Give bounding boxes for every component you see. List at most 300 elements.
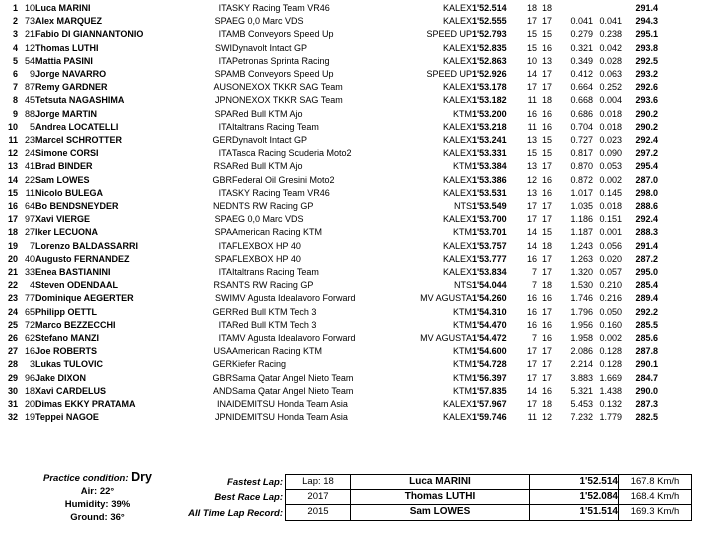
- rider-name-cell: Jorge NAVARRO: [35, 69, 107, 80]
- rider-name-cell: Stefano MANZI: [35, 333, 99, 344]
- gap-first-cell: 0.817: [570, 148, 593, 159]
- team-cell: NTS RW Racing GP: [232, 201, 314, 212]
- ground-temperature-value: 36°: [110, 512, 125, 523]
- rider-name-cell: Teppei NAGOE: [35, 412, 99, 423]
- rider-number-cell: 54: [24, 55, 35, 66]
- gap-previous-cell: 0.053: [599, 161, 622, 172]
- records-table-body: [286, 475, 692, 521]
- nationality-cell: GER: [212, 306, 232, 317]
- top-speed-cell: 295.1: [635, 29, 658, 40]
- top-speed-cell: 288.3: [635, 227, 658, 238]
- bike-cell: KALEX: [442, 16, 472, 27]
- position-cell: 28: [7, 359, 18, 370]
- rider-name-cell: Mattia PASINI: [35, 55, 93, 66]
- gap-previous-cell: 0.018: [599, 121, 622, 132]
- rider-number-cell: 73: [24, 16, 35, 27]
- nationality-cell: INA: [216, 399, 232, 410]
- team-cell: ONEXOX TKKR SAG Team: [232, 82, 343, 93]
- humidity-value: 39%: [111, 499, 131, 510]
- best-time-cell: 1'53.218: [472, 121, 507, 132]
- nationality-cell: SPA: [214, 16, 232, 27]
- best-lap-number-cell: 7: [531, 280, 537, 291]
- table-row: [0, 147, 658, 160]
- top-speed-cell: 290.1: [635, 359, 658, 370]
- record-ref-cell: 2017: [286, 490, 351, 505]
- total-laps-cell: 16: [541, 42, 552, 53]
- position-cell: 31: [7, 399, 18, 410]
- gap-previous-cell: 0.018: [599, 201, 622, 212]
- bike-cell: KALEX: [442, 82, 472, 93]
- best-lap-number-cell: 11: [527, 95, 537, 106]
- nationality-cell: ITA: [218, 3, 232, 13]
- gap-first-cell: 1.243: [570, 240, 593, 251]
- gap-first-cell: 0.870: [570, 161, 593, 172]
- gap-previous-cell: 1.779: [599, 412, 622, 423]
- nationality-cell: ITA: [218, 240, 232, 251]
- bike-cell: KALEX: [442, 42, 472, 53]
- table-row: [0, 55, 658, 68]
- team-cell: Sama Qatar Angel Nieto Team: [232, 385, 354, 396]
- team-cell: EG 0,0 Marc VDS: [232, 214, 304, 225]
- top-speed-cell: 292.5: [635, 55, 658, 66]
- top-speed-cell: 293.6: [635, 95, 658, 106]
- fastest-lap-label: Fastest Lap:: [227, 477, 283, 488]
- gap-first-cell: 0.704: [570, 121, 593, 132]
- position-cell: 5: [12, 55, 18, 66]
- team-cell: FLEXBOX HP 40: [232, 253, 301, 264]
- table-row: [0, 358, 658, 371]
- nationality-cell: RSA: [213, 280, 232, 291]
- best-time-cell: 1'53.531: [472, 187, 507, 198]
- record-rider-cell: Luca MARINI: [351, 475, 530, 490]
- top-speed-cell: 287.0: [635, 174, 658, 185]
- gap-first-cell: 0.727: [570, 135, 593, 146]
- best-time-cell: 1'53.777: [472, 253, 507, 264]
- bike-cell: KALEX: [442, 240, 472, 251]
- table-row: [0, 240, 658, 253]
- position-cell: 10: [7, 121, 18, 132]
- team-cell: Petronas Sprinta Racing: [232, 55, 330, 66]
- table-row: [0, 372, 658, 385]
- bike-cell: KTM: [453, 319, 472, 330]
- position-cell: 2: [12, 16, 18, 27]
- nationality-cell: SPA: [214, 227, 232, 238]
- gap-previous-cell: 0.151: [599, 214, 622, 225]
- table-row: [0, 266, 658, 279]
- table-row: [0, 411, 658, 424]
- gap-first-cell: 1.187: [570, 227, 593, 238]
- total-laps-cell: 15: [541, 148, 552, 159]
- bike-cell: KTM: [453, 359, 472, 370]
- gap-first-cell: 1.320: [570, 267, 593, 278]
- top-speed-cell: 297.2: [635, 148, 658, 159]
- top-speed-cell: 295.4: [635, 161, 658, 172]
- total-laps-cell: 18: [541, 3, 552, 13]
- position-cell: 15: [7, 187, 18, 198]
- top-speed-cell: 290.0: [635, 385, 658, 396]
- rider-number-cell: 16: [24, 346, 35, 357]
- gap-previous-cell: 0.090: [599, 148, 622, 159]
- bike-cell: MV AGUSTA: [420, 293, 472, 304]
- best-lap-number-cell: 15: [526, 42, 537, 53]
- top-speed-cell: 293.2: [635, 69, 658, 80]
- record-rider-cell: Thomas LUTHI: [351, 490, 530, 505]
- best-time-cell: 1'52.514: [472, 3, 507, 13]
- total-laps-cell: 17: [541, 161, 552, 172]
- results-table-body: [0, 2, 658, 425]
- nationality-cell: ITA: [218, 121, 232, 132]
- gap-previous-cell: 0.145: [599, 187, 622, 198]
- team-cell: SKY Racing Team VR46: [232, 187, 330, 198]
- total-laps-cell: 18: [541, 280, 552, 291]
- rider-number-cell: 62: [24, 333, 35, 344]
- table-row: [0, 213, 658, 226]
- bike-cell: KALEX: [442, 3, 472, 13]
- record-labels-column: [140, 475, 283, 521]
- position-cell: 30: [7, 385, 18, 396]
- team-cell: American Racing KTM: [232, 227, 323, 238]
- rider-name-cell: Jake DIXON: [35, 372, 87, 383]
- position-cell: 6: [12, 69, 18, 80]
- nationality-cell: SPA: [214, 253, 232, 264]
- rider-name-cell: Luca MARINI: [35, 3, 91, 13]
- top-speed-cell: 293.8: [635, 42, 658, 53]
- record-speed-cell: 169.3 Km/h: [619, 505, 692, 520]
- best-lap-number-cell: 17: [526, 82, 537, 93]
- team-cell: Red Bull KTM Tech 3: [232, 306, 317, 317]
- gap-previous-cell: 0.128: [599, 346, 622, 357]
- bike-cell: KTM: [453, 372, 472, 383]
- best-time-cell: 1'53.182: [472, 95, 507, 106]
- gap-previous-cell: 0.210: [599, 280, 622, 291]
- best-lap-number-cell: 14: [526, 385, 537, 396]
- bike-cell: KALEX: [442, 121, 472, 132]
- total-laps-cell: 15: [541, 135, 552, 146]
- rider-number-cell: 72: [24, 319, 35, 330]
- bike-cell: SPEED UP: [426, 69, 472, 80]
- nationality-cell: NED: [212, 201, 232, 212]
- top-speed-cell: 285.6: [635, 333, 658, 344]
- gap-first-cell: [552, 2, 593, 15]
- team-cell: Dynavolt Intact GP: [232, 42, 308, 53]
- gap-previous-cell: 0.042: [599, 42, 622, 53]
- nationality-cell: ITA: [218, 148, 232, 159]
- gap-first-cell: 0.412: [570, 69, 593, 80]
- gap-previous-cell: 0.004: [599, 95, 622, 106]
- rider-number-cell: 65: [24, 306, 35, 317]
- top-speed-cell: 289.4: [635, 293, 658, 304]
- rider-name-cell: Alex MARQUEZ: [35, 16, 103, 27]
- record-ref-cell: 2015: [286, 505, 351, 520]
- bike-cell: MV AGUSTA: [420, 333, 472, 344]
- best-race-lap-row: [286, 490, 692, 505]
- humidity-label: Humidity:: [64, 499, 109, 510]
- nationality-cell: SPA: [214, 108, 232, 119]
- top-speed-cell: 292.6: [635, 82, 658, 93]
- bike-cell: KALEX: [442, 55, 472, 66]
- total-laps-cell: 15: [541, 29, 552, 40]
- record-time-cell: 1'52.084: [530, 490, 619, 505]
- bike-cell: KALEX: [442, 187, 472, 198]
- gap-previous-cell: 0.002: [599, 174, 622, 185]
- results-table: [0, 2, 658, 425]
- best-lap-number-cell: 14: [526, 69, 537, 80]
- best-lap-number-cell: 11: [527, 412, 537, 423]
- best-race-lap-label: Best Race Lap:: [214, 492, 283, 504]
- rider-number-cell: 40: [24, 253, 35, 264]
- nationality-cell: SWI: [215, 293, 232, 304]
- top-speed-cell: 292.4: [635, 214, 658, 225]
- best-time-cell: 1'53.700: [472, 214, 507, 225]
- rider-name-cell: Enea BASTIANINI: [35, 267, 111, 278]
- position-cell: 14: [7, 174, 18, 185]
- rider-number-cell: 33: [24, 267, 35, 278]
- bike-cell: KALEX: [442, 399, 472, 410]
- top-speed-cell: 285.4: [635, 280, 658, 291]
- best-lap-number-cell: 7: [531, 267, 537, 278]
- position-cell: 23: [7, 293, 18, 304]
- best-time-cell: 1'52.835: [472, 42, 507, 53]
- table-row: [0, 319, 658, 332]
- rider-number-cell: 21: [24, 29, 35, 40]
- team-cell: Italtrans Racing Team: [232, 267, 319, 278]
- best-time-cell: 1'53.757: [472, 240, 507, 251]
- total-laps-cell: 16: [541, 293, 552, 304]
- gap-first-cell: 2.086: [570, 346, 593, 357]
- top-speed-cell: 290.2: [635, 121, 658, 132]
- rider-number-cell: 41: [24, 161, 35, 172]
- total-laps-cell: 16: [541, 187, 552, 198]
- nationality-cell: USA: [213, 346, 232, 357]
- gap-first-cell: 1.746: [570, 293, 593, 304]
- team-cell: Red Bull KTM Tech 3: [232, 319, 317, 330]
- best-lap-number-cell: 16: [526, 253, 537, 264]
- best-lap-number-cell: 12: [526, 174, 537, 185]
- best-time-cell: 1'59.746: [472, 412, 507, 423]
- best-lap-number-cell: 14: [526, 227, 537, 238]
- total-laps-cell: 17: [541, 346, 552, 357]
- bike-cell: KALEX: [442, 253, 472, 264]
- position-cell: 11: [8, 135, 18, 146]
- rider-number-cell: 4: [29, 280, 35, 291]
- nationality-cell: RSA: [213, 161, 232, 172]
- best-time-cell: 1'53.384: [472, 161, 507, 172]
- best-lap-number-cell: 7: [531, 333, 537, 344]
- best-time-cell: 1'52.926: [472, 69, 507, 80]
- bike-cell: KALEX: [442, 214, 472, 225]
- table-row: [0, 306, 658, 319]
- best-lap-number-cell: 16: [526, 306, 537, 317]
- rider-name-cell: Fabio DI GIANNANTONIO: [35, 29, 144, 40]
- gap-previous-cell: 0.132: [599, 399, 622, 410]
- rider-name-cell: Thomas LUTHI: [35, 42, 99, 53]
- total-laps-cell: 18: [541, 95, 552, 106]
- gap-first-cell: 0.686: [570, 108, 593, 119]
- best-lap-number-cell: 10: [526, 55, 537, 66]
- team-cell: Red Bull KTM Ajo: [232, 161, 303, 172]
- total-laps-cell: 13: [541, 55, 552, 66]
- air-temperature-value: 22°: [99, 486, 115, 497]
- total-laps-cell: 16: [541, 121, 552, 132]
- position-cell: 21: [7, 267, 18, 278]
- team-cell: Dynavolt Intact GP: [232, 135, 308, 146]
- rider-name-cell: Brad BINDER: [35, 161, 93, 172]
- bike-cell: KTM: [453, 108, 472, 119]
- table-row: [0, 345, 658, 358]
- team-cell: NTS RW Racing GP: [232, 280, 314, 291]
- best-time-cell: 1'54.310: [472, 306, 507, 317]
- total-laps-cell: 17: [541, 359, 552, 370]
- table-row: [0, 81, 658, 94]
- gap-previous-cell: 0.238: [599, 29, 622, 40]
- rider-name-cell: Sam LOWES: [35, 174, 90, 185]
- nationality-cell: JPN: [214, 412, 232, 423]
- practice-condition-value: Dry: [131, 470, 152, 484]
- table-row: [0, 68, 658, 81]
- top-speed-cell: 287.3: [635, 399, 658, 410]
- position-cell: 32: [7, 412, 18, 423]
- best-time-cell: 1'54.600: [472, 346, 507, 357]
- gap-first-cell: 0.668: [570, 95, 593, 106]
- position-cell: 19: [7, 240, 18, 251]
- bike-cell: KALEX: [442, 148, 472, 159]
- rider-number-cell: 88: [24, 108, 35, 119]
- position-cell: 12: [7, 148, 18, 159]
- rider-name-cell: Joe ROBERTS: [35, 346, 98, 357]
- gap-previous-cell: 0.160: [599, 319, 622, 330]
- rider-number-cell: 20: [24, 399, 35, 410]
- total-laps-cell: 17: [541, 267, 552, 278]
- best-lap-number-cell: 17: [526, 346, 537, 357]
- rider-name-cell: Iker LECUONA: [35, 227, 99, 238]
- bike-cell: KTM: [453, 161, 472, 172]
- best-lap-number-cell: 13: [526, 187, 537, 198]
- gap-previous-cell: 1.669: [599, 372, 622, 383]
- rider-name-cell: Philipp OETTL: [35, 306, 97, 317]
- rider-number-cell: 7: [29, 240, 35, 251]
- best-lap-number-cell: 17: [526, 372, 537, 383]
- records-table: [285, 474, 692, 521]
- bike-cell: NTS: [454, 280, 472, 291]
- best-lap-number-cell: 17: [526, 359, 537, 370]
- gap-first-cell: 1.958: [570, 333, 593, 344]
- best-lap-number-cell: 17: [526, 399, 537, 410]
- total-laps-cell: 18: [541, 399, 552, 410]
- total-laps-cell: 17: [541, 16, 552, 27]
- total-laps-cell: 17: [541, 201, 552, 212]
- rider-name-cell: Xavi VIERGE: [35, 214, 91, 225]
- team-cell: IDEMITSU Honda Team Asia: [232, 412, 348, 423]
- rider-number-cell: 9: [29, 69, 35, 80]
- top-speed-cell: 282.5: [635, 412, 658, 423]
- position-cell: 26: [7, 333, 18, 344]
- rider-number-cell: 10: [24, 3, 35, 13]
- table-row: [0, 385, 658, 398]
- table-row: [0, 292, 658, 305]
- best-time-cell: 1'53.549: [472, 201, 507, 212]
- best-time-cell: 1'54.470: [472, 319, 507, 330]
- team-cell: Tasca Racing Scuderia Moto2: [232, 148, 352, 159]
- rider-name-cell: Tetsuta NAGASHIMA: [35, 95, 125, 106]
- nationality-cell: AND: [212, 385, 232, 396]
- best-time-cell: 1'53.834: [472, 267, 507, 278]
- total-laps-cell: 15: [541, 227, 552, 238]
- record-ref-cell: Lap: 18: [286, 475, 351, 490]
- total-laps-cell: 18: [541, 240, 552, 251]
- rider-number-cell: 3: [29, 359, 35, 370]
- best-time-cell: 1'52.863: [472, 55, 507, 66]
- best-time-cell: 1'54.260: [472, 293, 507, 304]
- gap-previous-cell: 0.216: [599, 293, 622, 304]
- position-cell: 1: [12, 3, 18, 13]
- best-lap-number-cell: 18: [526, 3, 537, 13]
- team-cell: American Racing KTM: [232, 346, 323, 357]
- gap-first-cell: 5.321: [570, 385, 593, 396]
- best-time-cell: 1'56.397: [472, 372, 507, 383]
- team-cell: IDEMITSU Honda Team Asia: [232, 399, 348, 410]
- rider-number-cell: 5: [29, 121, 35, 132]
- table-row: [0, 121, 658, 134]
- nationality-cell: GBR: [212, 372, 232, 383]
- position-cell: 3: [12, 29, 18, 40]
- gap-first-cell: 2.214: [570, 359, 593, 370]
- table-row: [0, 253, 658, 266]
- rider-number-cell: 27: [24, 227, 35, 238]
- best-time-cell: 1'53.178: [472, 82, 507, 93]
- table-row: [0, 94, 658, 107]
- air-temperature-label: Air:: [80, 486, 98, 497]
- gap-first-cell: 1.035: [570, 201, 593, 212]
- best-time-cell: 1'54.044: [472, 280, 507, 291]
- gap-first-cell: 0.664: [570, 82, 593, 93]
- best-lap-number-cell: 14: [526, 240, 537, 251]
- gap-previous-cell: 0.028: [599, 55, 622, 66]
- gap-first-cell: 1.017: [570, 187, 593, 198]
- team-cell: Italtrans Racing Team: [232, 121, 319, 132]
- gap-previous-cell: 0.001: [599, 227, 622, 238]
- position-cell: 17: [7, 214, 18, 225]
- top-speed-cell: 298.0: [635, 187, 658, 198]
- gap-previous-cell: 0.252: [599, 82, 622, 93]
- nationality-cell: ITA: [218, 333, 232, 344]
- top-speed-cell: 287.8: [635, 346, 658, 357]
- nationality-cell: GER: [212, 359, 232, 370]
- best-lap-number-cell: 16: [526, 319, 537, 330]
- gap-previous-cell: 0.020: [599, 253, 622, 264]
- gap-previous-cell: 0.050: [599, 306, 622, 317]
- team-cell: ONEXOX TKKR SAG Team: [232, 95, 343, 106]
- all-time-lap-record-row: [286, 505, 692, 520]
- rider-number-cell: 77: [24, 293, 35, 304]
- total-laps-cell: 17: [541, 82, 552, 93]
- ground-temperature-label: Ground:: [70, 512, 108, 523]
- team-cell: SKY Racing Team VR46: [232, 3, 330, 13]
- bike-cell: KTM: [453, 306, 472, 317]
- gap-previous-cell: [593, 2, 622, 15]
- rider-name-cell: Jorge MARTIN: [35, 108, 98, 119]
- gap-previous-cell: 0.041: [599, 16, 622, 27]
- bike-cell: KALEX: [442, 95, 472, 106]
- total-laps-cell: 12: [541, 412, 552, 423]
- rider-name-cell: Bo BENDSNEYDER: [35, 201, 119, 212]
- nationality-cell: ITA: [218, 187, 232, 198]
- best-time-cell: 1'53.241: [472, 135, 507, 146]
- table-row: [0, 200, 658, 213]
- rider-name-cell: Andrea LOCATELLI: [35, 121, 119, 132]
- gap-first-cell: 1.263: [570, 253, 593, 264]
- rider-number-cell: 96: [24, 372, 35, 383]
- gap-first-cell: 3.883: [570, 372, 593, 383]
